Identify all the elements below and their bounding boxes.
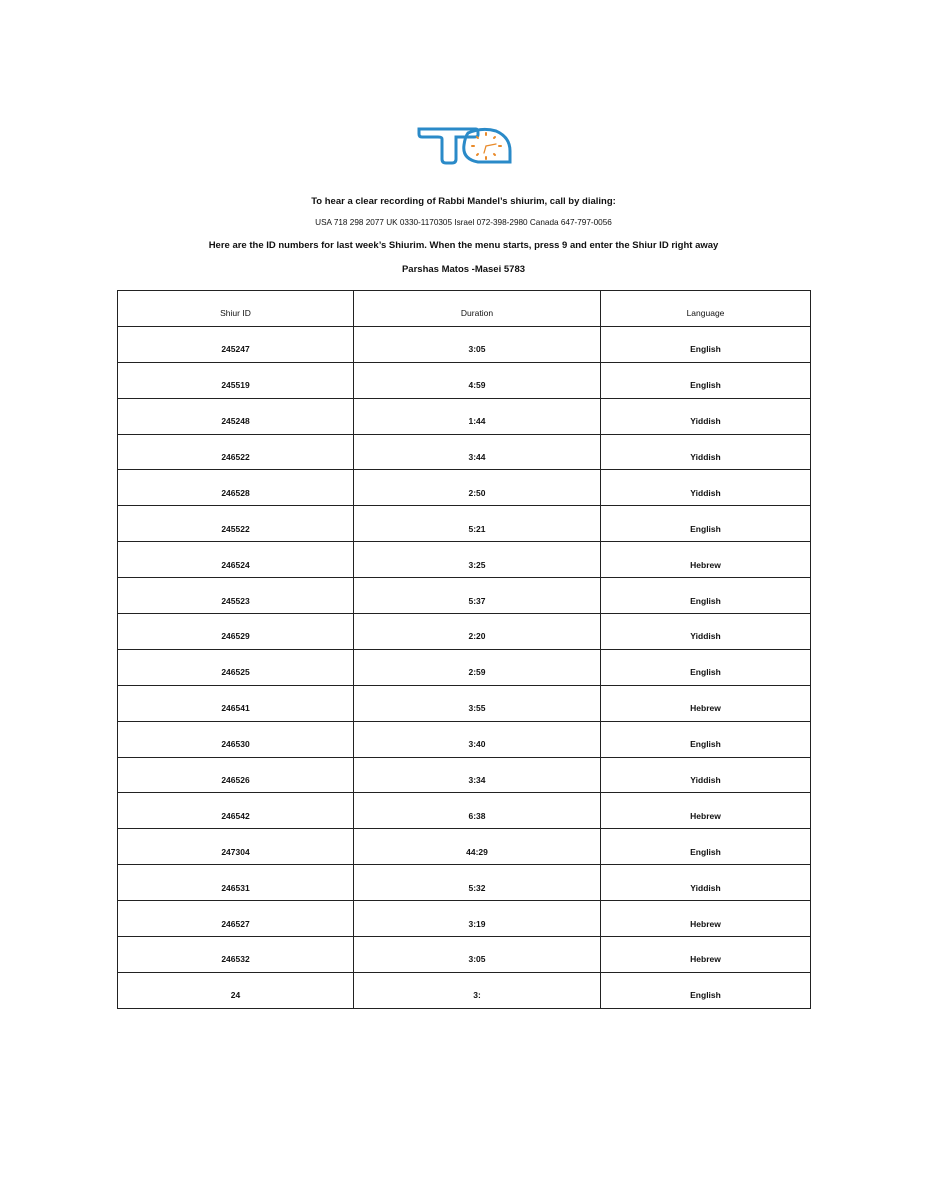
table-row — [118, 434, 811, 470]
table-row — [118, 721, 811, 757]
duration-cell: 5:32 — [354, 865, 601, 901]
table-header-row — [118, 291, 811, 327]
table-row — [118, 793, 811, 829]
duration-cell: 3:40 — [354, 721, 601, 757]
language-cell: Yiddish — [601, 865, 811, 901]
language-cell: Hebrew — [601, 937, 811, 973]
shiur-id-cell: 246529 — [118, 614, 354, 650]
intro-text: To hear a clear recording of Rabbi Mandel’s shiurim, call by dialing: — [311, 196, 616, 207]
duration-cell: 44:29 — [354, 829, 601, 865]
duration-cell: 4:59 — [354, 362, 601, 398]
table-row — [118, 398, 811, 434]
shiur-id-cell: 246528 — [118, 470, 354, 506]
language-cell: Hebrew — [601, 685, 811, 721]
table-row — [118, 937, 811, 973]
shiur-id-cell: 245248 — [118, 398, 354, 434]
shiur-id-cell: 246530 — [118, 721, 354, 757]
instructions-text: Here are the ID numbers for last week’s Shiurim. When the menu starts, press 9 and enter the Shiur ID right away — [208, 240, 719, 251]
language-cell: Hebrew — [601, 542, 811, 578]
language-cell: English — [601, 721, 811, 757]
shiur-id-cell: 246531 — [118, 865, 354, 901]
duration-cell: 1:44 — [354, 398, 601, 434]
duration-cell: 5:21 — [354, 506, 601, 542]
table-row — [118, 578, 811, 614]
language-cell: Yiddish — [601, 434, 811, 470]
duration-cell: 3:19 — [354, 901, 601, 937]
table-row — [118, 865, 811, 901]
shiur-id-cell: 247304 — [118, 829, 354, 865]
language-cell: Hebrew — [601, 793, 811, 829]
language-cell: English — [601, 578, 811, 614]
table-row — [118, 362, 811, 398]
shiur-id-cell: 245522 — [118, 506, 354, 542]
table-row — [118, 649, 811, 685]
table-row — [118, 685, 811, 721]
language-cell: Yiddish — [601, 614, 811, 650]
shiur-id-cell: 246527 — [118, 901, 354, 937]
column-header-language: Language — [601, 291, 811, 327]
parsha-title: Parshas Matos -Masei 5783 — [401, 264, 526, 275]
column-header-shiur-id: Shiur ID — [118, 291, 354, 327]
duration-cell: 6:38 — [354, 793, 601, 829]
duration-cell: 2:59 — [354, 649, 601, 685]
shiur-id-cell: 246524 — [118, 542, 354, 578]
duration-cell: 3:55 — [354, 685, 601, 721]
shiur-id-cell: 245247 — [118, 326, 354, 362]
shiur-id-cell: 246522 — [118, 434, 354, 470]
column-header-duration: Duration — [354, 291, 601, 327]
table-row — [118, 470, 811, 506]
duration-cell: 3:05 — [354, 937, 601, 973]
duration-cell: 3:44 — [354, 434, 601, 470]
shiur-id-cell: 245519 — [118, 362, 354, 398]
shiur-id-cell: 246532 — [118, 937, 354, 973]
shiur-id-cell: 246525 — [118, 649, 354, 685]
shiur-id-cell: 246526 — [118, 757, 354, 793]
table-row — [118, 757, 811, 793]
table-row — [118, 542, 811, 578]
shiurim-table — [117, 290, 811, 1009]
language-cell: English — [601, 829, 811, 865]
duration-cell: 3:05 — [354, 326, 601, 362]
table-row — [118, 614, 811, 650]
duration-cell: 3: — [354, 972, 601, 1008]
table-row — [118, 326, 811, 362]
table-row — [118, 829, 811, 865]
duration-cell: 2:50 — [354, 470, 601, 506]
shiur-id-cell: 246542 — [118, 793, 354, 829]
table-row — [118, 972, 811, 1008]
clock-icon — [472, 133, 501, 159]
table-row — [118, 901, 811, 937]
shiur-id-cell: 24 — [118, 972, 354, 1008]
language-cell: English — [601, 506, 811, 542]
language-cell: Yiddish — [601, 470, 811, 506]
language-cell: English — [601, 326, 811, 362]
table-row — [118, 506, 811, 542]
duration-cell: 2:20 — [354, 614, 601, 650]
duration-cell: 3:34 — [354, 757, 601, 793]
language-cell: English — [601, 362, 811, 398]
language-cell: English — [601, 972, 811, 1008]
language-cell: Hebrew — [601, 901, 811, 937]
ta-logo — [416, 125, 512, 165]
language-cell: English — [601, 649, 811, 685]
shiur-id-cell: 246541 — [118, 685, 354, 721]
duration-cell: 5:37 — [354, 578, 601, 614]
duration-cell: 3:25 — [354, 542, 601, 578]
phone-numbers: USA 718 298 2077 UK 0330-1170305 Israel 072-398-2980 Canada 647-797-0056 — [315, 218, 612, 227]
language-cell: Yiddish — [601, 398, 811, 434]
shiur-id-cell: 245523 — [118, 578, 354, 614]
language-cell: Yiddish — [601, 757, 811, 793]
